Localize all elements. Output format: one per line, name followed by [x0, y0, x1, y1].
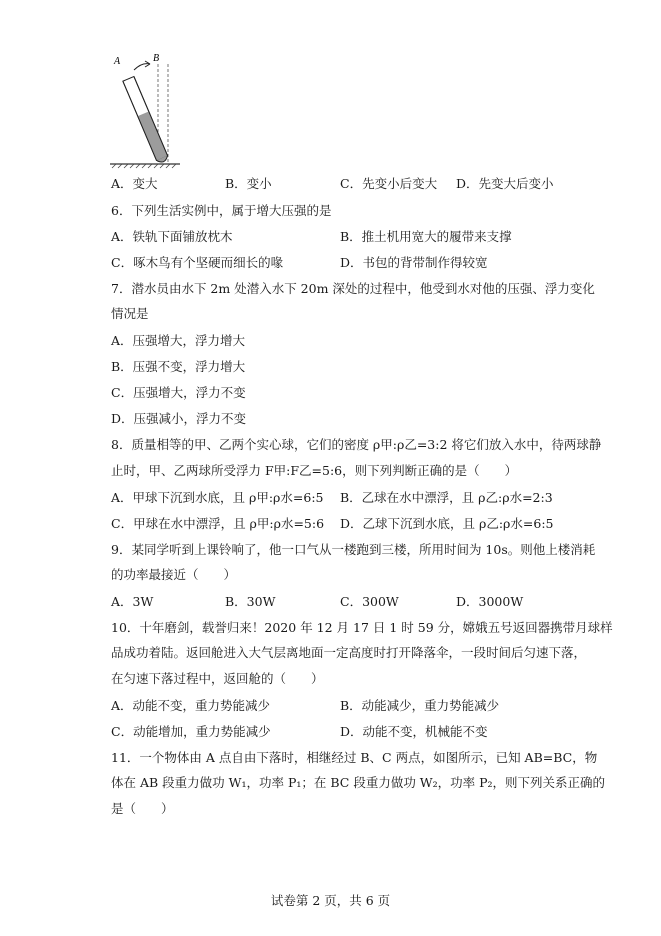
q9-option-a: A．3W — [111, 594, 154, 609]
q8-stem-2: 止时，甲、乙两球所受浮力 F甲:F乙=5:6，则下列判断正确的是（ ） — [111, 463, 518, 478]
q6-option-a: A．铁轨下面铺放枕木 — [111, 229, 233, 244]
q10-stem-3: 在匀速下落过程中，返回舱的（ ） — [111, 671, 324, 686]
q8-option-b: B．乙球在水中漂浮，且 ρ乙:ρ水=2:3 — [340, 490, 553, 505]
q7-stem-1: 7．潜水员由水下 2m 处潜入水下 20m 深处的过程中，他受到水对他的压强、浮力变化 — [111, 281, 595, 296]
q5-option-c: C．先变小后变大 — [340, 176, 438, 191]
q10-option-b: B．动能减少，重力势能减少 — [340, 698, 500, 713]
q9-option-d: D．3000W — [456, 594, 524, 609]
q7-option-c: C．压强增大，浮力不变 — [111, 385, 246, 400]
q8-stem-1: 8．质量相等的甲、乙两个实心球，它们的密度 ρ甲:ρ乙=3:2 将它们放入水中，待两球静 — [111, 437, 602, 452]
q5-option-a: A．变大 — [111, 176, 158, 191]
q11-stem-2: 体在 AB 段重力做功 W₁，功率 P₁；在 BC 段重力做功 W₂，功率 P₂，则下列关系正确的 — [111, 775, 606, 790]
q7-stem-2: 情况是 — [111, 306, 149, 321]
q9-stem-2: 的功率最接近（ ） — [111, 567, 237, 582]
q9-option-c: C．300W — [340, 594, 399, 609]
q8-option-a: A．甲球下沉到水底，且 ρ甲:ρ水=6:5 — [111, 490, 324, 505]
q7-option-b: B．压强不变，浮力增大 — [111, 359, 246, 374]
q10-option-a: A．动能不变，重力势能减少 — [111, 698, 271, 713]
label-b: B — [153, 53, 160, 64]
test-tube-figure — [108, 52, 183, 170]
q6-option-d: D．书包的背带制作得较宽 — [340, 255, 488, 270]
q10-option-d: D．动能不变，机械能不变 — [340, 724, 488, 739]
q7-option-d: D．压强减小，浮力不变 — [111, 411, 247, 426]
q9-stem-1: 9．某同学听到上课铃响了，他一口气从一楼跑到三楼，所用时间为 10s。则他上楼消耗 — [111, 542, 596, 557]
q8-option-d: D．乙球下沉到水底，且 ρ乙:ρ水=6:5 — [340, 516, 554, 531]
q6-option-b: B．推土机用宽大的履带来支撑 — [340, 229, 512, 244]
q10-stem-2: 品成功着陆。返回舱进入大气层离地面一定高度时打开降落伞，一段时间后匀速下落， — [111, 645, 587, 660]
test-tube-diagram — [108, 52, 183, 170]
page-footer: 试卷第 2 页，共 6 页 — [270, 893, 391, 908]
q9-option-b: B．30W — [225, 594, 276, 609]
q5-option-d: D．先变大后变小 — [456, 176, 554, 191]
q7-option-a: A．压强增大，浮力增大 — [111, 333, 246, 348]
label-a: A — [114, 56, 121, 67]
q8-option-c: C．甲球在水中漂浮，且 ρ甲:ρ水=5:6 — [111, 516, 325, 531]
q10-option-c: C．动能增加，重力势能减少 — [111, 724, 271, 739]
q11-stem-3: 是（ ） — [111, 801, 174, 816]
q11-stem-1: 11．一个物体由 A 点自由下落时，相继经过 B、C 两点，如图所示，已知 AB=BC，物 — [111, 750, 598, 765]
q6-stem: 6．下列生活实例中，属于增大压强的是 — [111, 203, 332, 218]
q6-option-c: C．啄木鸟有个坚硬而细长的喙 — [111, 255, 284, 270]
q5-option-b: B．变小 — [225, 176, 272, 191]
q10-stem-1: 10．十年磨剑，载誉归来！2020 年 12 月 17 日 1 时 59 分，嫦娥五号返回器携带月球样 — [111, 620, 613, 635]
